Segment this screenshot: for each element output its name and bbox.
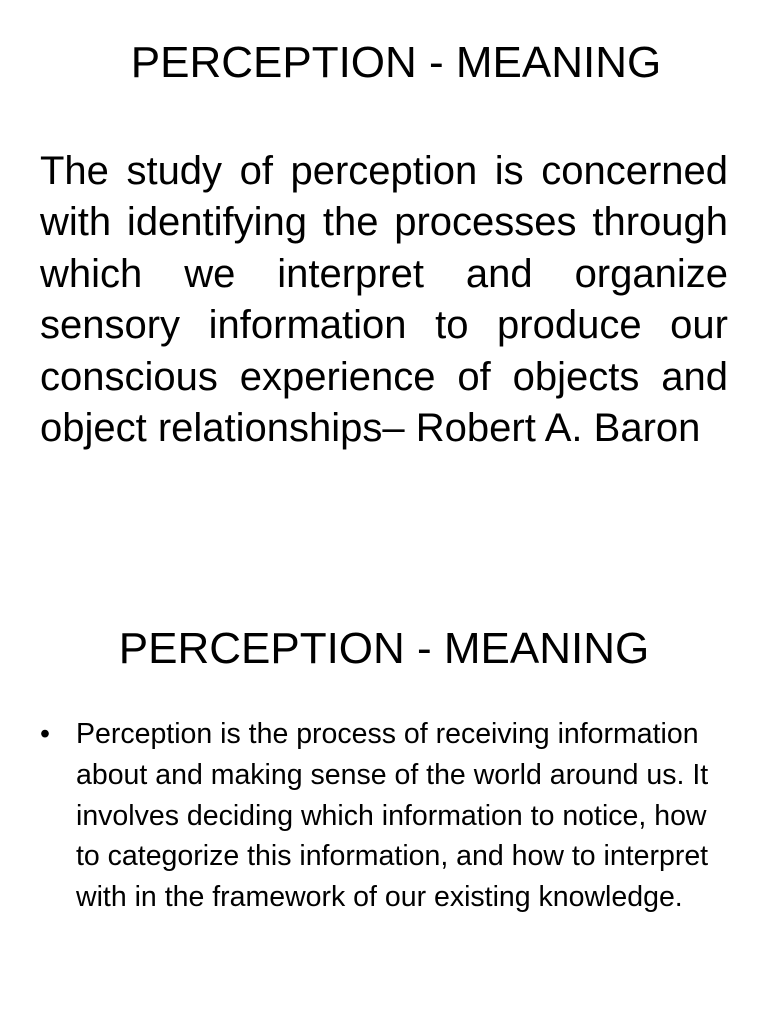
- slide-1-body-text: The study of perception is concerned with identifying the processes through which we interpret and organize sensory information to produce our conscious experience of objects and object relationships– Robert A. Baron: [40, 149, 728, 451]
- bullet-text: Perception is the process of receiving information about and making sense of the world around us. It involves deciding which information to notice, how to categorize this information, and how to interpret with in the framework of our existing knowledge.: [76, 718, 709, 914]
- bullet-marker-icon: •: [40, 718, 50, 750]
- slide-1-title: PERCEPTION - MEANING: [130, 38, 662, 87]
- slide-2: [0, 590, 768, 1024]
- slide-2-title: PERCEPTION - MEANING: [118, 624, 650, 673]
- bullet-item: [40, 714, 730, 918]
- bullet-list: [40, 714, 730, 918]
